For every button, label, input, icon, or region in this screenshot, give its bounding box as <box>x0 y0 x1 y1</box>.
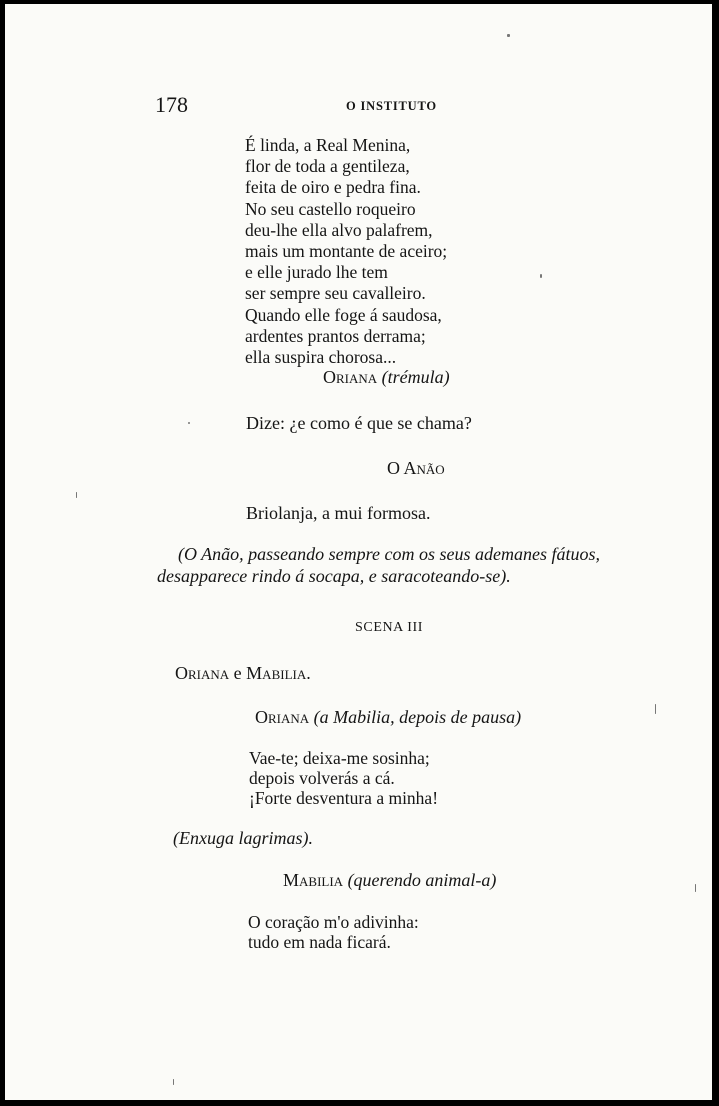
conjunction: e <box>233 663 242 683</box>
speaker-name: Mabilia <box>283 870 344 890</box>
scan-speck <box>76 492 77 498</box>
stage-direction-line: desapparece rindo á socapa, e saracoteando-se). <box>157 566 511 586</box>
period: . <box>306 663 311 683</box>
dialogue-line: Briolanja, a mui formosa. <box>246 503 431 523</box>
stanza-3 <box>248 912 419 952</box>
speaker-heading-oriana <box>323 368 450 386</box>
speaker-name: Oriana <box>323 367 378 387</box>
verse-line: depois volverás a cá. <box>249 768 395 788</box>
verse-line: deu-lhe ella alvo palafrem, <box>245 219 433 240</box>
verse-line: ella suspira chorosa... <box>245 347 397 368</box>
verse-line: O coração m'o adivinha: <box>248 912 419 932</box>
stage-direction: (Enxuga lagrimas). <box>173 828 313 848</box>
stanza-2 <box>249 748 438 808</box>
stanza-1 <box>245 135 447 368</box>
verse-line: tudo em nada ficará. <box>248 932 391 952</box>
speaker-direction: (a Mabilia, depois de pausa) <box>313 707 522 727</box>
running-header: O INSTITUTO <box>346 99 437 113</box>
dialogue-line: Dize: ¿e como é que se chama? <box>246 413 472 433</box>
scan-speck <box>540 274 542 278</box>
scan-speck <box>188 422 190 424</box>
character-name: Mabilia <box>246 663 307 683</box>
verse-line: e elle jurado lhe tem <box>245 262 388 283</box>
book-page <box>5 4 712 1100</box>
page-number: 178 <box>155 92 188 117</box>
character-name: Oriana <box>175 663 230 683</box>
speaker-direction: (querendo animal-a) <box>347 870 497 890</box>
scan-speck <box>507 34 510 37</box>
scene-title: SCENA III <box>355 620 424 635</box>
verse-line: ser sempre seu cavalleiro. <box>245 283 426 304</box>
verse-line: É linda, a Real Menina, <box>245 135 411 155</box>
verse-line: Vae-te; deixa-me sosinha; <box>249 748 430 768</box>
verse-line: mais um montante de aceiro; <box>245 241 448 262</box>
verse-line: Quando elle foge á saudosa, <box>245 304 442 325</box>
speaker-name: Oriana <box>255 707 310 727</box>
scene-characters <box>175 664 311 682</box>
stage-direction-line: (O Anão, passeando sempre com os seus ademanes fátuos, <box>178 544 600 564</box>
verse-line: feita de oiro e pedra fina. <box>245 177 421 198</box>
speaker-heading-mabilia <box>283 871 496 889</box>
scan-speck <box>695 884 696 892</box>
speaker-heading-anao: O Anão <box>387 458 445 478</box>
verse-line: No seu castello roqueiro <box>245 198 416 219</box>
speaker-heading-oriana <box>255 708 521 726</box>
verse-line: ¡Forte desventura a minha! <box>249 788 439 808</box>
verse-line: flor de toda a gentileza, <box>245 156 410 177</box>
scan-speck <box>173 1079 174 1085</box>
scan-speck <box>655 704 656 714</box>
speaker-direction: (trémula) <box>381 367 450 387</box>
verse-line: ardentes prantos derrama; <box>245 325 426 346</box>
